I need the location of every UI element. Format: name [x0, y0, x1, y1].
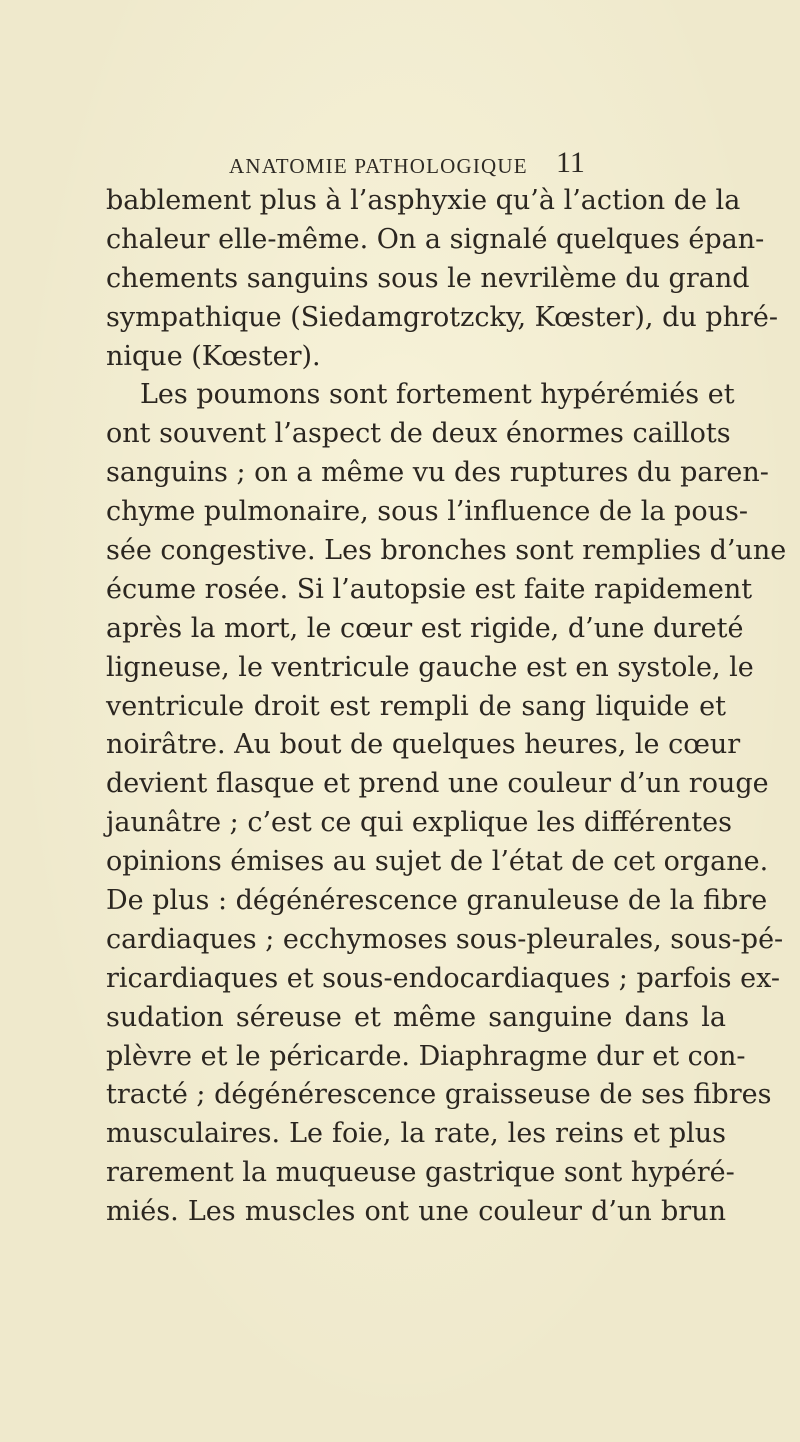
running-head: ANATOMIE PATHOLOGIQUE	[229, 154, 528, 178]
paragraph-start-line: Les poumons sont fortement hypérémiés et	[140, 379, 735, 411]
text-line: devient flasque et prend une couleur d’un rouge	[106, 768, 769, 800]
text-line: chyme pulmonaire, sous l’influence de la pous-	[106, 496, 748, 528]
text-line: sanguins ; on a même vu des ruptures du paren-	[106, 457, 769, 489]
text-line: sée congestive. Les bronches sont remplies d’une	[106, 535, 787, 567]
text-line: cardiaques ; ecchymoses sous-pleurales, sous-pé-	[106, 923, 784, 955]
text-line: rarement la muqueuse gastrique sont hypéré-	[106, 1157, 735, 1189]
text-line: De plus : dégénérescence granuleuse de la fibre	[106, 885, 768, 917]
text-line: sympathique (Siedamgrotzcky, Kœster), du phré-	[106, 301, 779, 333]
page-header	[0, 140, 800, 180]
text-line: sudation séreuse et même sanguine dans la	[106, 1001, 726, 1033]
text-line: musculaires. Le foie, la rate, les reins et plus	[106, 1118, 726, 1150]
text-line: nique (Kœster).	[106, 340, 321, 372]
text-line: plèvre et le péricarde. Diaphragme dur et con-	[106, 1040, 746, 1072]
page-number: 11	[556, 146, 585, 179]
text-line: écume rosée. Si l’autopsie est faite rapidement	[106, 573, 753, 605]
text-line: chements sanguins sous le nevrilème du grand	[106, 262, 750, 294]
text-line: tracté ; dégénérescence graisseuse de ses fibres	[106, 1079, 772, 1111]
text-line: jaunâtre ; c’est ce qui explique les différentes	[106, 807, 732, 839]
text-line: chaleur elle-même. On a signalé quelques épan-	[106, 223, 765, 255]
text-line: ont souvent l’aspect de deux énormes caillots	[106, 418, 731, 450]
text-line: bablement plus à l’asphyxie qu’à l’action de la	[106, 185, 741, 216]
text-line: après la mort, le cœur est rigide, d’une dureté	[106, 612, 744, 644]
text-line: opinions émises au sujet de l’état de cet organe.	[106, 846, 769, 878]
text-line: ventricule droit est rempli de sang liquide et	[106, 690, 726, 722]
text-line: noirâtre. Au bout de quelques heures, le cœur	[106, 729, 741, 761]
text-line: ricardiaques et sous-endocardiaques ; parfois ex-	[106, 962, 780, 994]
text-line: miés. Les muscles ont une couleur d’un brun	[106, 1196, 726, 1228]
text-line: ligneuse, le ventricule gauche est en systole, le	[106, 651, 754, 683]
body-text	[106, 182, 787, 1232]
